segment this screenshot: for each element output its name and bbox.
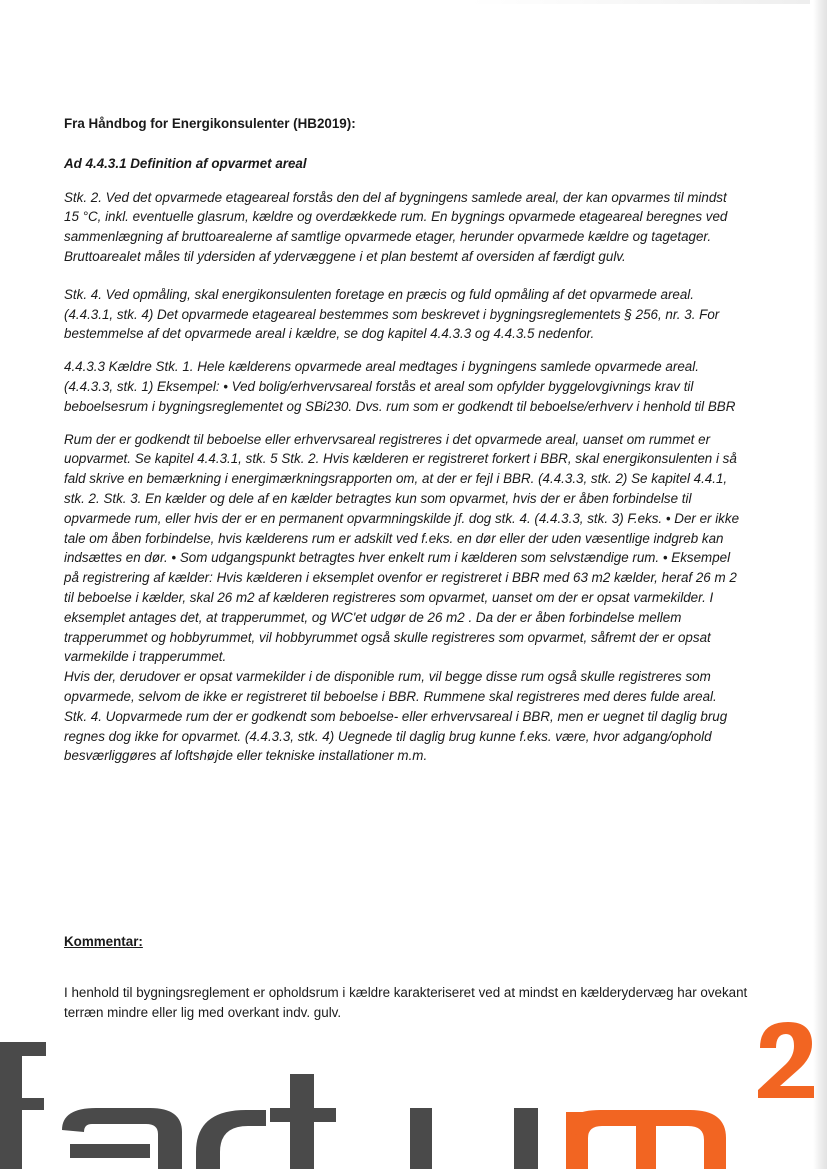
logo-a-bowl	[70, 1144, 150, 1158]
comment-heading: Kommentar:	[64, 934, 143, 949]
section-heading: Ad 4.4.3.1 Definition af opvarmet areal	[64, 155, 307, 171]
paragraph-kaeldre: 4.4.3.3 Kældre Stk. 1. Hele kælderens opvarmede areal medtages i bygningens samlede opvarmede areal. (4.4.3.3, stk. 1) Eksempel: • Ved bolig/erhvervsareal forstås et areal som opfylder byggelovgivnings krav til beboelsesrum i bygningsreglementet og SBi230. Dvs. rum som er godkendt til beboelse/erhverv i henhold til BBR	[64, 359, 736, 414]
document-body	[64, 114, 744, 766]
logo-a-top	[62, 1108, 182, 1169]
factum2-logo-graphic	[0, 1012, 827, 1169]
factum2-logo	[0, 1012, 827, 1169]
logo-u-right	[514, 1108, 538, 1169]
paragraph-stk4: Stk. 4. Ved opmåling, skal energikonsulenten foretage en præcis og fuld opmåling af det opvarmede areal. (4.4.3.1, stk. 4) Det opvarmede etageareal bestemmes som beskrevet i bygningsreglementets § 256, nr. 3. For bestemmelse af det opvarmede areal i kældre, se dog kapitel 4.4.3.3 og 4.4.3.5 nedenfor.	[64, 286, 720, 342]
paragraph-uopvarmede: Stk. 4. Uopvarmede rum der er godkendt som beboelse- eller erhvervsareal i BBR, men er uegnet til daglig brug regnes dog ikke for opvarmet. (4.4.3.3, stk. 4) Uegnede til daglig brug kunne f.eks. være, hvor adgang/ophold besværliggøres af loftshøjde eller tekniske installationer m.m.	[64, 708, 728, 764]
comment-text: I henhold til bygningsreglement er opholdsrum i kældre karakteriseret ved at mindst en kælderydervæg har ovekant terræn mindre eller lig med overkant indv. gulv.	[64, 985, 748, 1020]
scan-top-mark	[470, 0, 810, 4]
logo-c	[196, 1110, 266, 1169]
logo-t-bar	[270, 1108, 336, 1122]
scan-edge-shadow	[813, 0, 827, 1169]
logo-u-left	[410, 1108, 432, 1169]
logo-superscript-2	[758, 1022, 814, 1098]
logo-f-bar	[0, 1098, 44, 1110]
logo-m-mid	[636, 1120, 656, 1169]
document-title: Fra Håndbog for Energikonsulenter (HB2019):	[64, 116, 356, 131]
paragraph-rum-godkendt: Rum der er godkendt til beboelse eller erhvervsareal registreres i det opvarmede areal, uanset om rummet er uopvarmet. Se kapitel 4.4.3.1, stk. 5 Stk. 2. Hvis kælderen er registreret forkert i BBR, skal energikonsulenten i så fald skrive en bemærkning i energimærkningsrapporten om, at der er fejl i BBR. (4.4.3.3, stk. 2) Se kapitel 4.4.1, stk. 2. Stk. 3. En kælder og dele af en kælder betragtes kun som opvarmet, hvis der er åben forbindelse til opvarmede rum, eller hvis der er en permanent opvarmningskilde jf. dog stk. 4. (4.4.3.3, stk. 3) F.eks. • Der er ikke tale om åben forbindelse, hvis kælderens rum er adskilt ved f.eks. en dør eller der uden væsentlige indgreb kan indsættes en dør. • Som udgangspunkt betragtes hver enkelt rum i kælderen som selvstændige rum. • Eksempel på registrering af kælder: Hvis kælderen i eksemplet ovenfor er registreret i BBR med 63 m2 kælder, heraf 26 m 2 til beboelse i kælder, skal 26 m2 af kælderen registreres som opvarmet, uanset om der er opsat varmekilder. I eksemplet antages det, at trapperummet, og WC'et udgør de 26 m2 . Da der er åben forbindelse mellem trapperummet og hobbyrummet, vil hobbyrummet også skulle registreres som opvarmet, såfremt der er opsat varmekilde i trapperummet.	[64, 431, 740, 665]
paragraph-varmekilder: Hvis der, derudover er opsat varmekilder i de disponible rum, vil begge disse rum også skulle registreres som opvarmede, selvom de ikke er registreret til beboelse i BBR. Rummene skal registreres med deres fulde areal.	[64, 669, 717, 704]
paragraph-stk2: Stk. 2. Ved det opvarmede etageareal forstås den del af bygningens samlede areal, der kan opvarmes til mindst 15 °C, inkl. eventuelle glasrum, kældre og overdækkede rum. En bygnings opvarmede etageareal beregnes ved sammenlægning af bruttoarealerne af samtlige opvarmede etager, herunder opvarmede kældre og tagetager. Bruttoarealet måles til ydersiden af ydervæggene i et plan bestemt af oversiden af færdigt gulv.	[64, 189, 728, 264]
